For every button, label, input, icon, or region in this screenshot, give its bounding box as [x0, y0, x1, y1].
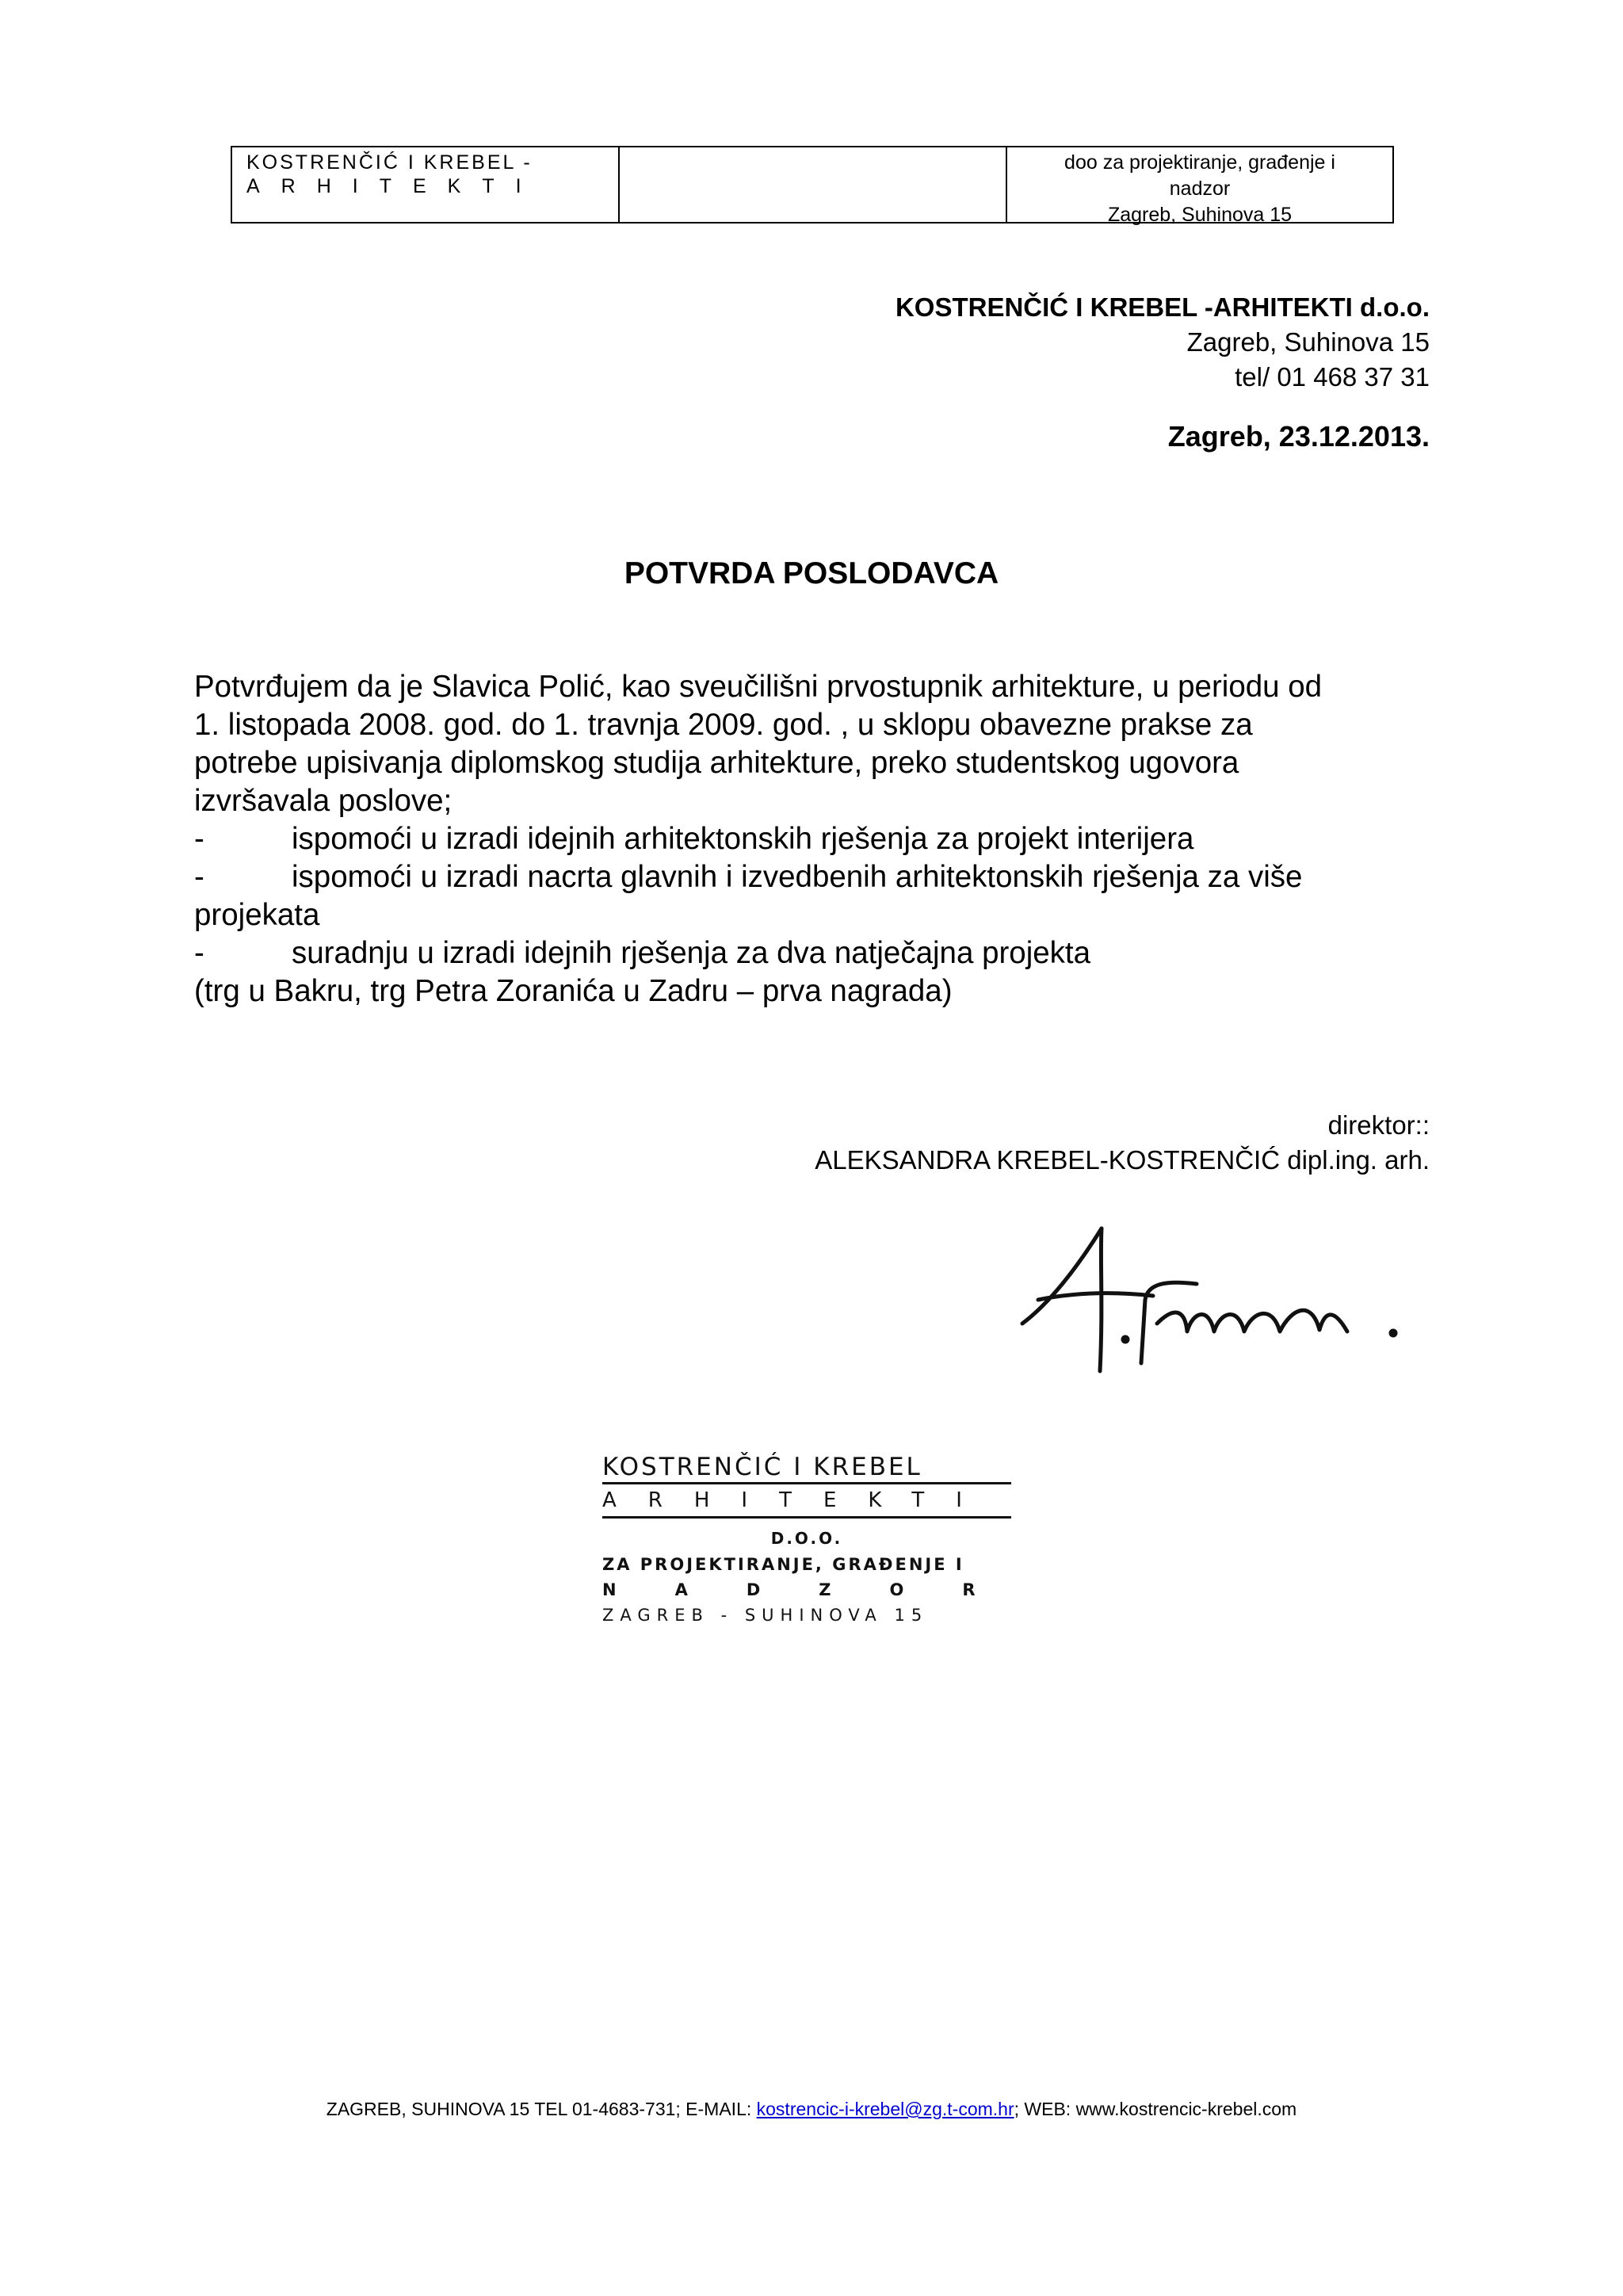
- signatory-block: [815, 1108, 1430, 1178]
- duty-item-2-continuation: projekata: [194, 898, 320, 932]
- document-date: Zagreb, 23.12.2013.: [1167, 420, 1430, 453]
- letterhead-info-line1: doo za projektiranje, građenje i: [1064, 151, 1335, 174]
- stamp-line2: ARHITEKTI: [602, 1488, 994, 1512]
- stamp-line4: ZA PROJEKTIRANJE, GRAĐENJE I: [602, 1555, 964, 1574]
- signatory-role: direktor::: [1327, 1110, 1430, 1140]
- body-line: potrebe upisivanja diplomskog studija arhitekture, preko studentskog ugovora: [194, 746, 1239, 780]
- body-line: 1. listopada 2008. god. do 1. travnja 2009. god. , u sklopu obavezne prakse za: [194, 708, 1253, 742]
- stamp-line5: NADZOR: [602, 1580, 1034, 1599]
- footer-prefix: ZAGREB, SUHINOVA 15 TEL 01-4683-731; E-MAIL:: [326, 2099, 757, 2119]
- letterhead-table: [231, 146, 1394, 226]
- footer-suffix: ; WEB: www.kostrencic-krebel.com: [1014, 2099, 1297, 2119]
- letterhead-empty-cell: [620, 147, 1007, 222]
- duty-item-1: [194, 820, 1430, 858]
- duty-item-2: [194, 858, 1430, 896]
- sender-phone: tel/ 01 468 37 31: [1235, 362, 1430, 392]
- sender-block: [896, 290, 1430, 395]
- stamp-line6: ZAGREB - SUHINOVA 15: [602, 1606, 929, 1625]
- stamp-line3: D.O.O.: [770, 1529, 843, 1548]
- letterhead-info-cell: [1007, 147, 1392, 226]
- list-dash: -: [194, 936, 204, 970]
- letterhead-logo-cell: [232, 147, 620, 222]
- document-title: POTVRDA POSLODAVCA: [624, 556, 999, 590]
- body-closing: (trg u Bakru, trg Petra Zoranića u Zadru – prva nagrada): [194, 974, 953, 1008]
- letterhead-info-line2: nadzor: [1169, 178, 1231, 200]
- stamp-rule: [602, 1516, 1011, 1519]
- list-dash: -: [194, 822, 204, 856]
- body-line: izvršavala poslove;: [194, 784, 453, 818]
- stamp-line1: KOSTRENČIĆ I KREBEL: [602, 1453, 922, 1481]
- duty-item-text: suradnju u izradi idejnih rješenja za dva natječajna projekta: [292, 936, 1091, 970]
- handwritten-signature: [1006, 1213, 1419, 1387]
- list-dash: -: [194, 860, 204, 894]
- sender-address: Zagreb, Suhinova 15: [1186, 327, 1430, 357]
- signatory-name: ALEKSANDRA KREBEL-KOSTRENČIĆ dipl.ing. arh.: [815, 1145, 1430, 1175]
- duty-item-text: ispomoći u izradi nacrta glavnih i izvedbenih arhitektonskih rješenja za više: [292, 860, 1303, 894]
- letterhead-logo-line2: ARHITEKTI: [246, 175, 543, 197]
- company-stamp: [602, 1453, 1034, 1628]
- letterhead-info-line3: Zagreb, Suhinova 15: [1107, 204, 1293, 226]
- letterhead-logo-line1: KOSTRENČIĆ I KREBEL -: [246, 151, 533, 174]
- sender-company: KOSTRENČIĆ I KREBEL -ARHITEKTI d.o.o.: [895, 292, 1430, 322]
- page-footer: [0, 2099, 1623, 2120]
- stamp-rule: [602, 1482, 1011, 1484]
- footer-email-link[interactable]: kostrencic-i-krebel@zg.t-com.hr: [756, 2099, 1014, 2119]
- document-body: [194, 668, 1430, 1010]
- duty-item-3: [194, 934, 1430, 972]
- body-line: Potvrđujem da je Slavica Polić, kao sveučilišni prvostupnik arhitekture, u periodu od: [194, 670, 1323, 704]
- duty-item-text: ispomoći u izradi idejnih arhitektonskih rješenja za projekt interijera: [292, 822, 1194, 856]
